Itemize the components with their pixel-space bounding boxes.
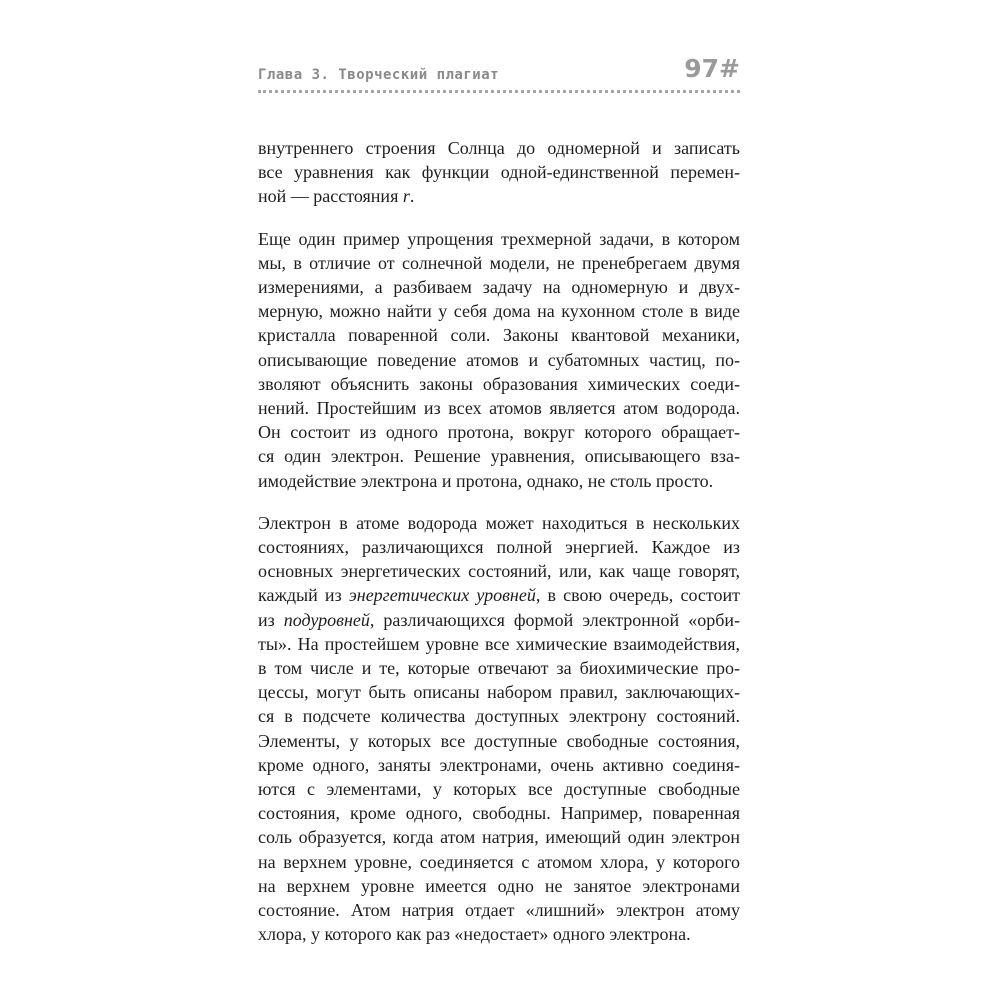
text-line: описывающие поведение атомов и субатомных частиц, по- [258, 349, 740, 370]
text-line: кристалла поваренной соли. Законы квантовой механики, [258, 325, 740, 346]
text-line: цессы, могут быть описаны набором правил, заключающих- [258, 682, 740, 703]
text-line: имодействие электрона и протона, однако, не столь просто. [258, 470, 714, 491]
text-line: из подуровней, различающихся формой электронной «орби- [258, 609, 740, 630]
text-line: Элементы, у которых все доступные свободные состояния, [258, 730, 740, 751]
text-line: состояние. Атом натрия отдает «лишний» электрон атому [258, 900, 740, 921]
text-line: соль образуется, когда атом натрия, имеющий один электрон [258, 827, 740, 848]
chapter-title: Глава 3. Творческий плагиат [258, 67, 500, 83]
text-line: все уравнения как функции одной-единственной перемен- [258, 162, 740, 183]
text-line: мы, в отличие от солнечной модели, не пренебрегаем двумя [258, 252, 740, 273]
text-line: состояниях, различающихся полной энергией. Каждое из [258, 537, 740, 558]
text-line: кроме одного, заняты электронами, очень активно соединя- [258, 754, 740, 775]
book-page [258, 56, 740, 965]
text-line: ся в подсчете количества доступных электрону состояний. [258, 706, 740, 727]
text-line: на верхнем уровне имеется одно не занятое электронами [258, 875, 740, 896]
paragraph [258, 511, 740, 947]
text-line: Еще один пример упрощения трехмерной задачи, в котором [258, 228, 740, 249]
italic-term: энергетических уровней [348, 585, 536, 606]
text-line: в том числе и те, которые отвечают за биохимические про- [258, 658, 740, 679]
text-line: измерениями, а разбиваем задачу на одномерную и двух- [258, 277, 740, 298]
body-text [258, 136, 740, 947]
text-line: мерную, можно найти у себя дома на кухонном столе в виде [258, 301, 740, 322]
page-number: 97# [684, 54, 740, 83]
text-line: основных энергетических состояний, или, как чаще говорят, [258, 561, 740, 582]
text-line: нений. Простейшим из всех атомов является атом водорода. [258, 398, 740, 419]
paragraph [258, 227, 740, 493]
italic-term: подуровней [283, 609, 370, 630]
italic-term: r [402, 186, 410, 207]
text-line: ной — расстояния r. [258, 186, 415, 207]
text-line: Электрон в атоме водорода может находиться в нескольких [258, 512, 740, 533]
header-dotted-divider [258, 90, 740, 93]
text-line: хлора, у которого как раз «недостает» одного электрона. [258, 924, 691, 945]
paragraph [258, 136, 740, 209]
text-line: ты». На простейшем уровне все химические взаимодействия, [258, 633, 740, 654]
text-line: на верхнем уровне, соединяется с атомом хлора, у которого [258, 851, 740, 872]
text-line: внутреннего строения Солнца до одномерной и записать [258, 138, 740, 158]
text-line: ся один электрон. Решение уравнения, описывающего вза- [258, 446, 740, 467]
running-head [258, 56, 740, 90]
text-line: ются с элементами, у которых все доступные свободные [258, 779, 740, 800]
text-line: каждый из энергетических уровней, в свою очередь, состоит [258, 585, 741, 606]
text-line: Он состоит из одного протона, вокруг которого обращает- [258, 422, 740, 443]
text-line: состояния, кроме одного, свободны. Например, поваренная [258, 803, 740, 824]
text-line: зволяют объяснить законы образования химических соеди- [258, 373, 740, 394]
